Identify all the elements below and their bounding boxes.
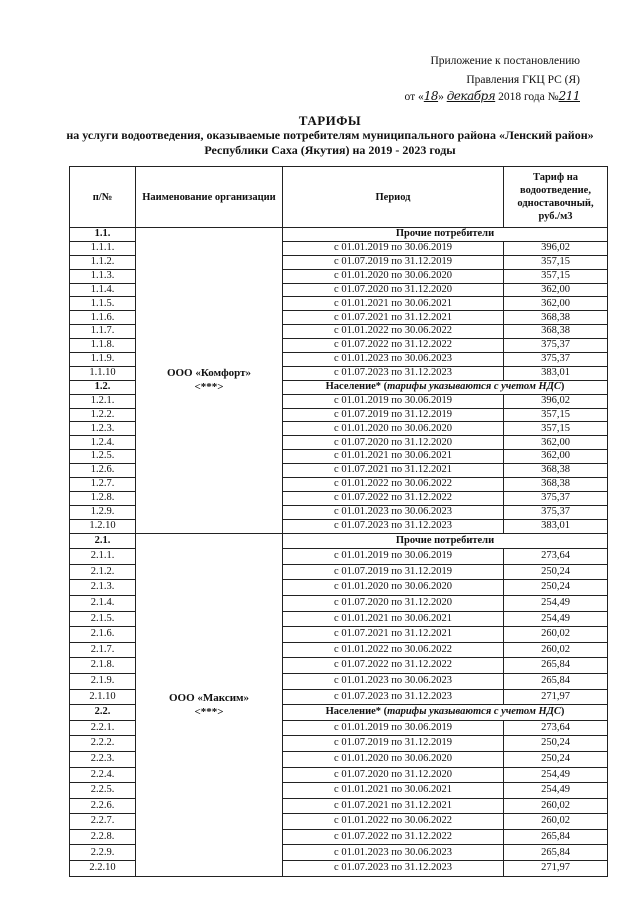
row-tariff: 375,37	[504, 505, 608, 519]
row-period: с 01.01.2019 по 30.06.2019	[283, 241, 504, 255]
row-tariff: 357,15	[504, 255, 608, 269]
row-period: с 01.01.2023 по 30.06.2023	[283, 673, 504, 689]
row-number: 1.1.10	[70, 366, 136, 380]
row-tariff: 375,37	[504, 353, 608, 367]
row-tariff: 368,38	[504, 478, 608, 492]
row-period: с 01.07.2021 по 31.12.2021	[283, 464, 504, 478]
row-tariff: 362,00	[504, 297, 608, 311]
title-subheading: на услуги водоотведения, оказываемые потребителям муниципального района «Ленский район» Республики Саха (Якутия) на 2019 - 2023 годы	[66, 128, 594, 157]
row-number: 1.1.7.	[70, 325, 136, 339]
row-period: с 01.01.2019 по 30.06.2019	[283, 720, 504, 736]
row-number: 1.2.5.	[70, 450, 136, 464]
row-period: с 01.07.2019 по 31.12.2019	[283, 564, 504, 580]
row-tariff: 250,24	[504, 564, 608, 580]
row-period: с 01.01.2020 по 30.06.2020	[283, 580, 504, 596]
row-period: с 01.07.2019 по 31.12.2019	[283, 408, 504, 422]
row-period: с 01.07.2020 по 31.12.2020	[283, 283, 504, 297]
row-number: 1.2.1.	[70, 394, 136, 408]
row-number: 1.2.4.	[70, 436, 136, 450]
organization-cell	[136, 533, 283, 876]
row-number: 2.1.7.	[70, 642, 136, 658]
row-number: 2.1.3.	[70, 580, 136, 596]
row-period: с 01.01.2021 по 30.06.2021	[283, 783, 504, 799]
row-number: 1.2.8.	[70, 491, 136, 505]
date-year: 2018 года №	[498, 91, 559, 103]
row-tariff: 368,38	[504, 311, 608, 325]
category-close: )	[560, 380, 565, 392]
row-period: с 01.07.2021 по 31.12.2021	[283, 627, 504, 643]
document-title	[60, 113, 600, 158]
row-tariff: 250,24	[504, 580, 608, 596]
row-period: с 01.07.2022 по 31.12.2022	[283, 658, 504, 674]
row-period: с 01.01.2022 по 30.06.2022	[283, 642, 504, 658]
row-tariff: 368,38	[504, 464, 608, 478]
row-period: с 01.07.2020 по 31.12.2020	[283, 767, 504, 783]
row-number: 1.1.8.	[70, 339, 136, 353]
row-number: 1.1.5.	[70, 297, 136, 311]
date-sep: »	[438, 91, 444, 103]
row-number: 2.2.3.	[70, 751, 136, 767]
header-num: п/№	[70, 167, 136, 228]
organization-note: <***>	[194, 381, 224, 394]
row-tariff: 396,02	[504, 394, 608, 408]
row-number: 1.2.6.	[70, 464, 136, 478]
row-period: с 01.07.2019 по 31.12.2019	[283, 255, 504, 269]
row-number: 1.1.4.	[70, 283, 136, 297]
category-vat-note: тарифы указываются с учетом НДС	[387, 706, 561, 718]
row-tariff: 254,49	[504, 783, 608, 799]
organization-name: ООО «Комфорт»	[166, 367, 252, 380]
row-tariff: 260,02	[504, 798, 608, 814]
row-number: 1.1.6.	[70, 311, 136, 325]
tariff-table	[69, 166, 608, 877]
row-tariff: 273,64	[504, 549, 608, 565]
row-period: с 01.07.2023 по 31.12.2023	[283, 861, 504, 877]
date-day: 18	[423, 89, 439, 103]
header-date-line	[405, 89, 580, 105]
row-period: с 01.07.2020 по 31.12.2020	[283, 436, 504, 450]
row-number: 2.1.6.	[70, 627, 136, 643]
row-period: с 01.07.2023 по 31.12.2023	[283, 689, 504, 705]
row-tariff: 265,84	[504, 673, 608, 689]
row-tariff: 260,02	[504, 814, 608, 830]
section-number: 1.2.	[70, 380, 136, 394]
header-line-1: Приложение к постановлению	[430, 55, 580, 67]
row-number: 1.2.2.	[70, 408, 136, 422]
row-tariff: 254,49	[504, 611, 608, 627]
row-number: 1.2.3.	[70, 422, 136, 436]
category-label: Прочие потребители	[283, 228, 608, 242]
row-tariff: 375,37	[504, 339, 608, 353]
row-period: с 01.01.2021 по 30.06.2021	[283, 611, 504, 627]
row-period: с 01.01.2022 по 30.06.2022	[283, 814, 504, 830]
row-period: с 01.07.2019 по 31.12.2019	[283, 736, 504, 752]
organization-cell	[136, 228, 283, 534]
header-line-2: Правления ГКЦ РС (Я)	[466, 74, 580, 86]
row-tariff: 396,02	[504, 241, 608, 255]
row-period: с 01.01.2023 по 30.06.2023	[283, 353, 504, 367]
category-population: Население* (	[325, 706, 388, 718]
row-tariff: 271,97	[504, 861, 608, 877]
row-period: с 01.07.2023 по 31.12.2023	[283, 366, 504, 380]
row-number: 2.2.2.	[70, 736, 136, 752]
row-period: с 01.01.2023 по 30.06.2023	[283, 505, 504, 519]
row-period: с 01.07.2022 по 31.12.2022	[283, 339, 504, 353]
row-number: 1.2.7.	[70, 478, 136, 492]
row-period: с 01.01.2021 по 30.06.2021	[283, 450, 504, 464]
header-tariff: Тариф на водоотведение, одноставочный, руб./м3	[504, 167, 608, 228]
row-number: 2.2.7.	[70, 814, 136, 830]
row-period: с 01.07.2021 по 31.12.2021	[283, 311, 504, 325]
table-header-row	[70, 167, 608, 228]
row-period: с 01.07.2021 по 31.12.2021	[283, 798, 504, 814]
category-label	[283, 380, 608, 394]
row-period: с 01.01.2020 по 30.06.2020	[283, 269, 504, 283]
row-tariff: 357,15	[504, 408, 608, 422]
row-tariff: 375,37	[504, 491, 608, 505]
row-number: 2.1.2.	[70, 564, 136, 580]
row-tariff: 260,02	[504, 642, 608, 658]
row-tariff: 254,49	[504, 595, 608, 611]
section-number: 2.2.	[70, 705, 136, 721]
row-period: с 01.01.2022 по 30.06.2022	[283, 478, 504, 492]
organization-note: <***>	[194, 705, 224, 718]
row-number: 1.1.1.	[70, 241, 136, 255]
row-tariff: 368,38	[504, 325, 608, 339]
row-number: 2.2.4.	[70, 767, 136, 783]
row-tariff: 250,24	[504, 736, 608, 752]
row-period: с 01.01.2022 по 30.06.2022	[283, 325, 504, 339]
row-number: 1.1.3.	[70, 269, 136, 283]
row-tariff: 271,97	[504, 689, 608, 705]
row-tariff: 362,00	[504, 283, 608, 297]
section-number: 1.1.	[70, 228, 136, 242]
row-number: 2.1.9.	[70, 673, 136, 689]
row-tariff: 357,15	[504, 269, 608, 283]
row-number: 2.2.1.	[70, 720, 136, 736]
category-label: Прочие потребители	[283, 533, 608, 549]
row-number: 1.1.2.	[70, 255, 136, 269]
row-number: 2.2.8.	[70, 829, 136, 845]
row-period: с 01.07.2020 по 31.12.2020	[283, 595, 504, 611]
row-tariff: 254,49	[504, 767, 608, 783]
category-close: )	[560, 706, 565, 718]
section-row	[70, 533, 608, 549]
category-population: Население* (	[325, 380, 388, 392]
row-number: 2.2.6.	[70, 798, 136, 814]
date-prefix: от «	[404, 91, 424, 103]
section-number: 2.1.	[70, 533, 136, 549]
row-tariff: 260,02	[504, 627, 608, 643]
row-tariff: 273,64	[504, 720, 608, 736]
section-row	[70, 228, 608, 242]
row-period: с 01.07.2022 по 31.12.2022	[283, 829, 504, 845]
row-period: с 01.01.2020 по 30.06.2020	[283, 422, 504, 436]
row-number: 1.1.9.	[70, 353, 136, 367]
row-tariff: 383,01	[504, 519, 608, 533]
date-number: 211	[558, 89, 580, 103]
row-period: с 01.07.2023 по 31.12.2023	[283, 519, 504, 533]
category-vat-note: тарифы указываются с учетом НДС	[387, 380, 561, 392]
category-label	[283, 705, 608, 721]
row-period: с 01.01.2021 по 30.06.2021	[283, 297, 504, 311]
row-number: 2.2.9.	[70, 845, 136, 861]
row-number: 2.2.5.	[70, 783, 136, 799]
header-org: Наименование организации	[136, 167, 283, 228]
row-tariff: 265,84	[504, 829, 608, 845]
row-tariff: 250,24	[504, 751, 608, 767]
organization-name: ООО «Максим»	[168, 691, 250, 704]
row-number: 1.2.10	[70, 519, 136, 533]
row-tariff: 362,00	[504, 450, 608, 464]
row-period: с 01.01.2020 по 30.06.2020	[283, 751, 504, 767]
title-heading: ТАРИФЫ	[298, 113, 362, 128]
row-number: 2.2.10	[70, 861, 136, 877]
row-tariff: 362,00	[504, 436, 608, 450]
row-tariff: 383,01	[504, 366, 608, 380]
row-tariff: 265,84	[504, 658, 608, 674]
header-period: Период	[283, 167, 504, 228]
row-number: 2.1.4.	[70, 595, 136, 611]
row-number: 2.1.5.	[70, 611, 136, 627]
row-period: с 01.01.2019 по 30.06.2019	[283, 394, 504, 408]
row-period: с 01.01.2023 по 30.06.2023	[283, 845, 504, 861]
row-number: 2.1.8.	[70, 658, 136, 674]
date-month: декабря	[446, 89, 496, 103]
row-number: 1.2.9.	[70, 505, 136, 519]
row-tariff: 357,15	[504, 422, 608, 436]
row-number: 2.1.10	[70, 689, 136, 705]
row-number: 2.1.1.	[70, 549, 136, 565]
row-period: с 01.07.2022 по 31.12.2022	[283, 491, 504, 505]
row-period: с 01.01.2019 по 30.06.2019	[283, 549, 504, 565]
row-tariff: 265,84	[504, 845, 608, 861]
